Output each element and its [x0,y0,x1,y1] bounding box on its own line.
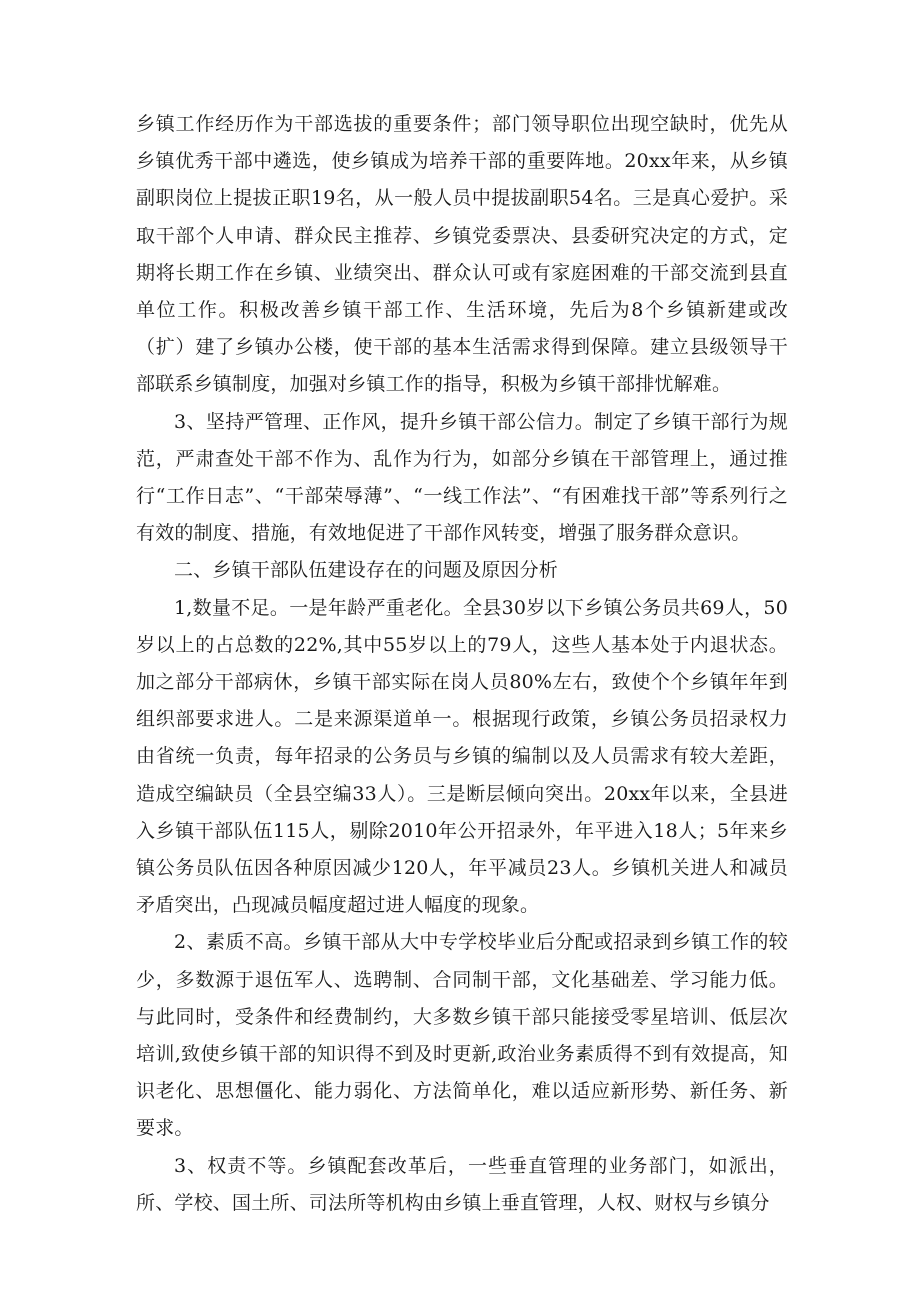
paragraph-quantity: 1,数量不足。一是年龄严重老化。全县30岁以下乡镇公务员共69人，50岁以上的占总数的22%,其中55岁以上的79人，这些人基本处于内退状态。加之部分干部病休，乡镇干部实际在岗人员80%左右，致使个个乡镇年年到组织部要求进人。二是来源渠道单一。根据现行政策，乡镇公务员招录权力由省统一负责，每年招录的公务员与乡镇的编制以及人员需求有较大差距，造成空编缺员（全县空编33人）。三是断层倾向突出。20xx年以来，全县进入乡镇干部队伍115人，剔除2010年公开招录外，年平进入18人；5年来乡镇公务员队伍因各种原因减少120人，年平减员23人。乡镇机关进人和减员矛盾突出，凸现减员幅度超过进人幅度的现象。 [136,596,788,917]
paragraph-quality: 2、素质不高。乡镇干部从大中专学校毕业后分配或招录到乡镇工作的较少，多数源于退伍军人、选聘制、合同制干部，文化基础差、学习能力低。与此同时，受条件和经费制约，大多数乡镇干部只能接受零星培训、低层次培训,致使乡镇干部的知识得不到及时更新,政治业务素质得不到有效提高，知识老化、思想僵化、能力弱化、方法简单化，难以适应新形势、新任务、新要求。 [136,931,788,1140]
section-heading-2: 二、乡镇干部队伍建设存在的问题及原因分析 [174,559,559,582]
paragraph-section-3: 3、坚持严管理、正作风，提升乡镇干部公信力。制定了乡镇干部行为规范，严肃查处干部不作为、乱作为行为，如部分乡镇在干部管理上，通过推行“工作日志”、“干部荣辱薄”、“一线工作法”、“有困难找干部”等系列行之有效的制度、措施，有效地促进了干部作风转变，增强了服务群众意识。 [136,410,788,545]
document-body [136,106,788,1222]
paragraph-rights: 3、权责不等。乡镇配套改革后，一些垂直管理的业务部门，如派出，所、学校、国土所、司法所等机构由乡镇上垂直管理，人权、财权与乡镇分 [136,1154,788,1214]
paragraph-continuation: 乡镇工作经历作为干部选拔的重要条件；部门领导职位出现空缺时，优先从乡镇优秀干部中遴选，使乡镇成为培养干部的重要阵地。20xx年来，从乡镇副职岗位上提拔正职19名，从一般人员中提拔副职54名。三是真心爱护。采取干部个人申请、群众民主推荐、乡镇党委票决、县委研究决定的方式，定期将长期工作在乡镇、业绩突出、群众认可或有家庭困难的干部交流到县直单位工作。积极改善乡镇干部工作、生活环境，先后为8个乡镇新建或改（扩）建了乡镇办公楼，使干部的基本生活需求得到保障。建立县级领导干部联系乡镇制度，加强对乡镇工作的指导，积极为乡镇干部排忧解难。 [136,113,788,396]
